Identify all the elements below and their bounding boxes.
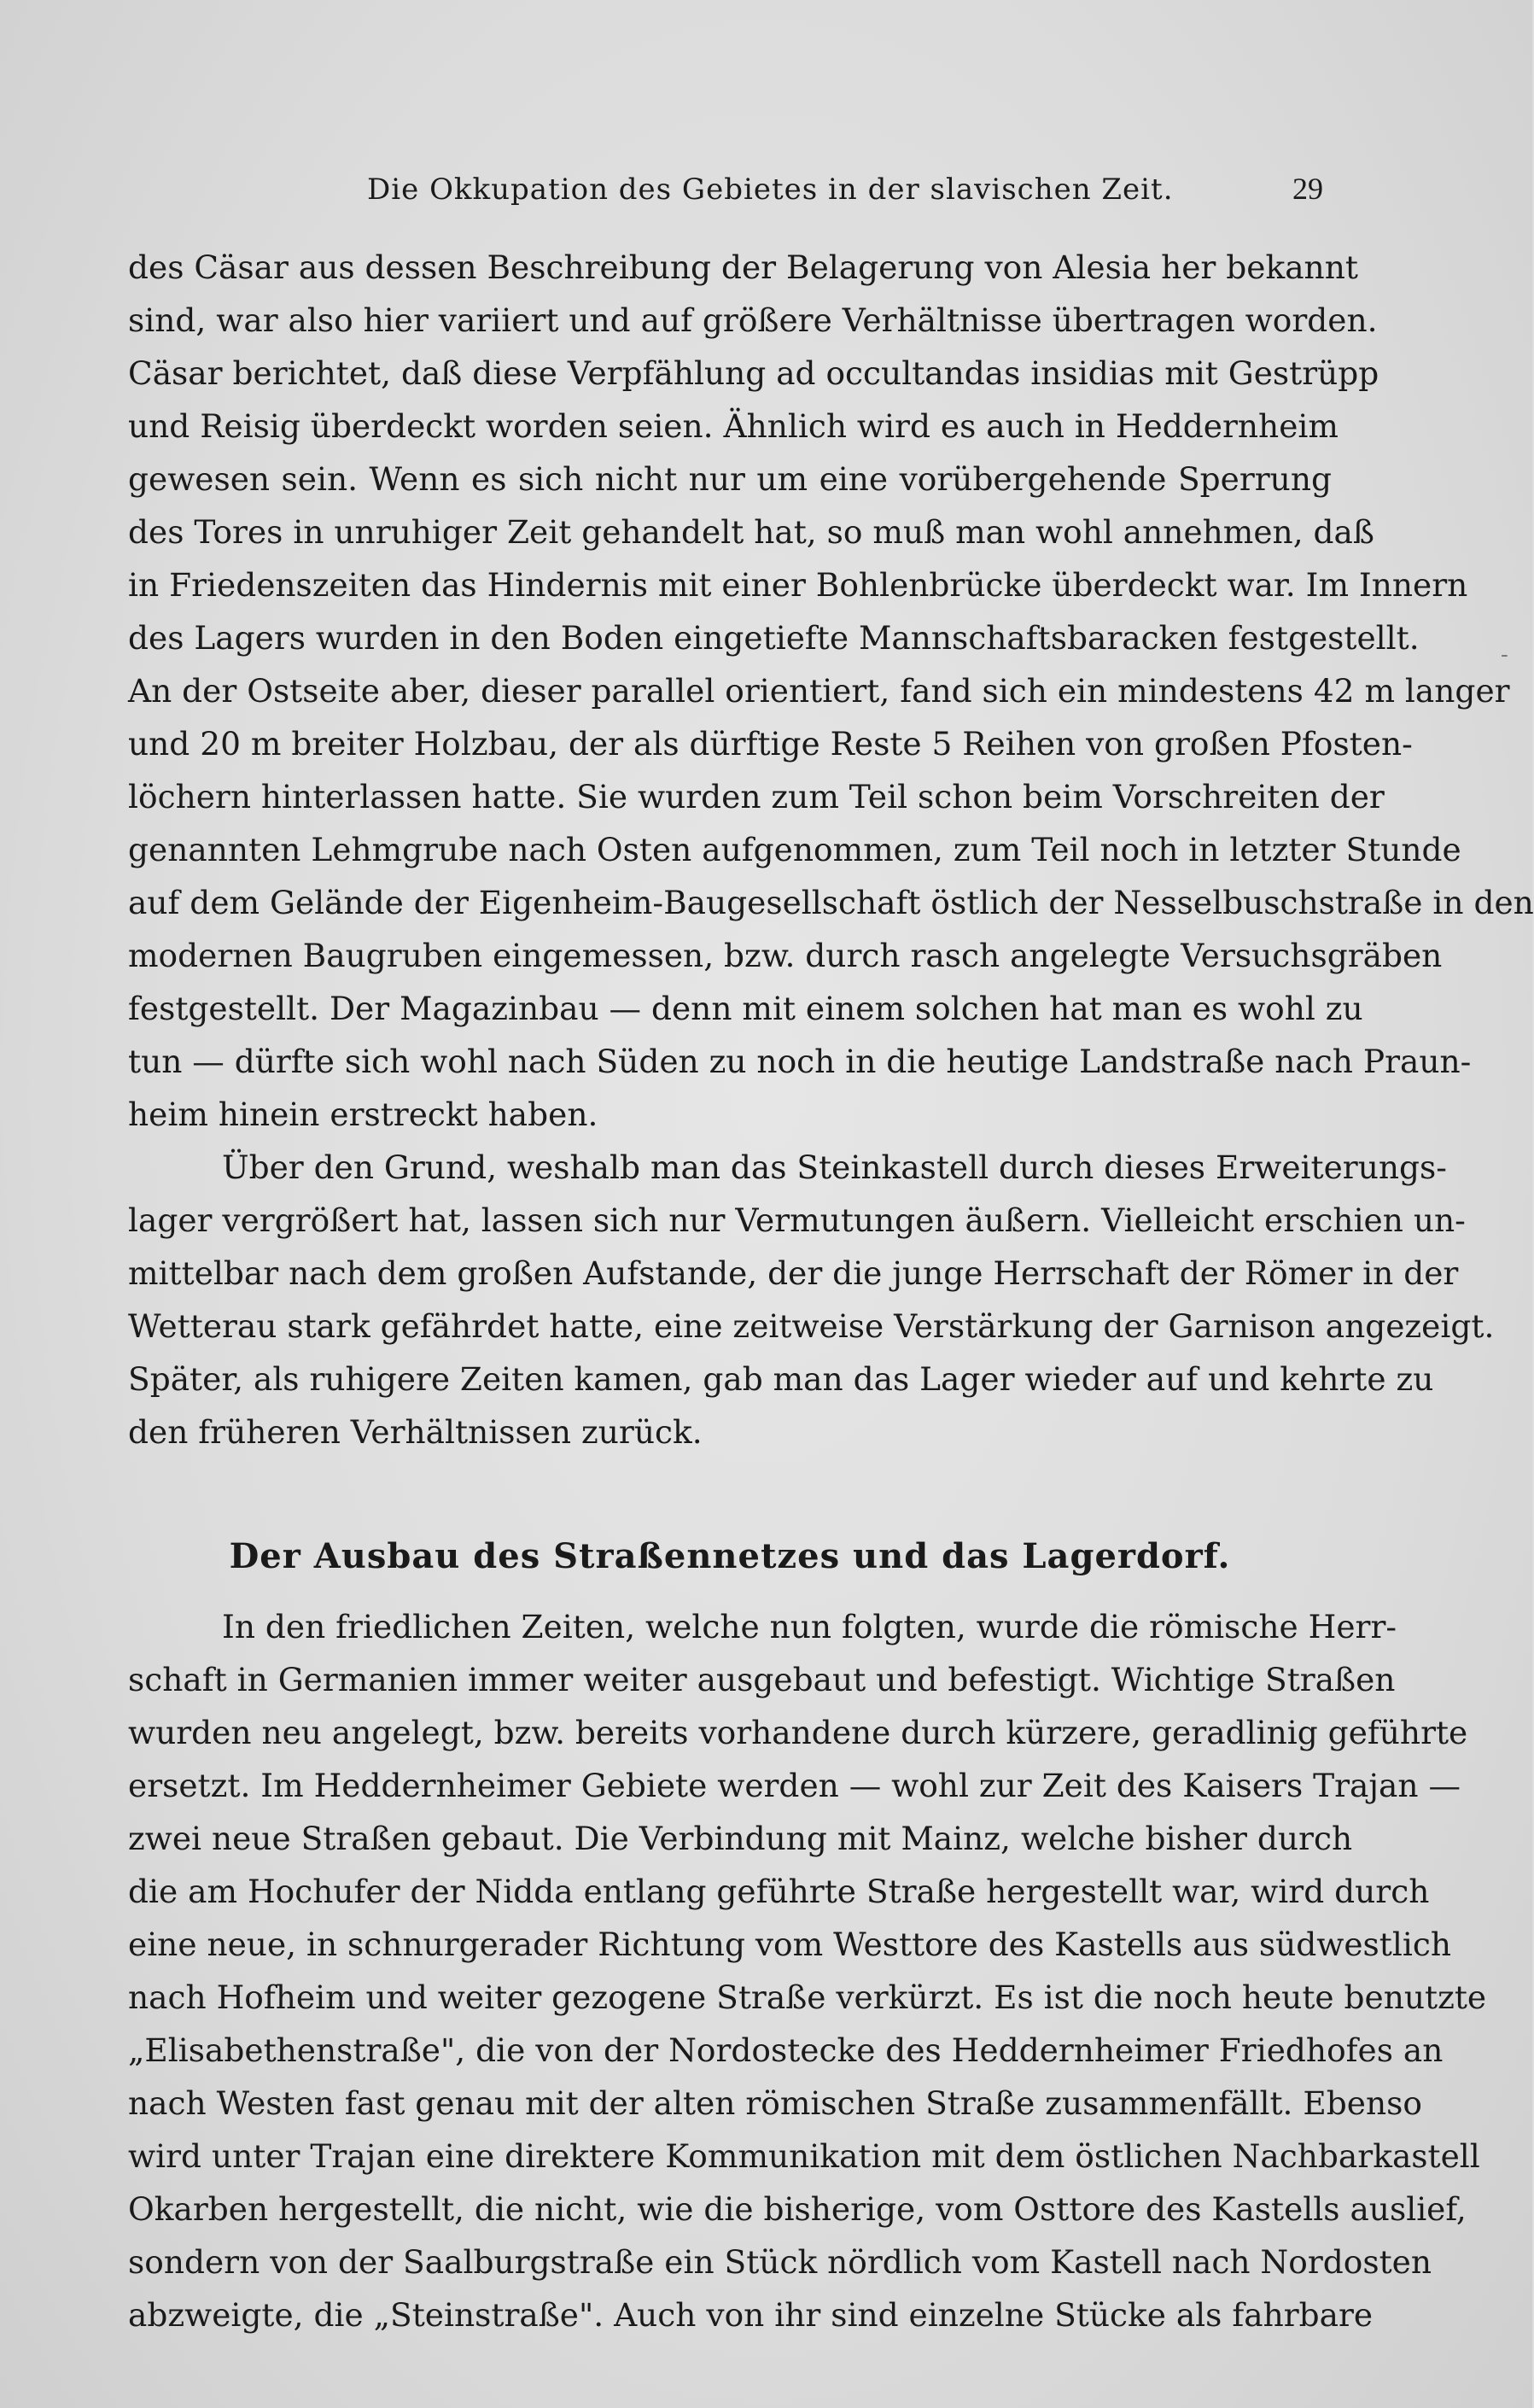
text-line: des Cäsar aus dessen Beschreibung der Belagerung von Alesia her bekannt [128, 248, 1358, 286]
text-line: festgestellt. Der Magazinbau — denn mit einem solchen hat man es wohl zu [128, 990, 1363, 1027]
paragraph-1 [128, 241, 1534, 1141]
text-line: in Friedenszeiten das Hindernis mit einer Bohlenbrücke überdeckt war. Im Innern [128, 566, 1468, 604]
text-line: modernen Baugruben eingemessen, bzw. durch rasch angelegte Versuchsgräben [128, 937, 1443, 974]
text-line: zwei neue Straßen gebaut. Die Verbindung mit Mainz, welche bisher durch [128, 1820, 1353, 1857]
text-line: Okarben hergestellt, die nicht, wie die bisherige, vom Osttore des Kastells auslief, [128, 2190, 1467, 2228]
text-line: nach Westen fast genau mit der alten römischen Straße zusammenfällt. Ebenso [128, 2084, 1422, 2122]
text-line: ersetzt. Im Heddernheimer Gebiete werden — wohl zur Zeit des Kaisers Trajan — [128, 1767, 1461, 1804]
text-line: sind, war also hier variiert und auf größere Verhältnisse übertragen worden. [128, 301, 1378, 339]
running-title: Die Okkupation des Gebietes in der slavischen Zeit. [367, 172, 1174, 207]
text-line: auf dem Gelände der Eigenheim-Baugesellschaft östlich der Nesselbuschstraße in den [128, 884, 1534, 921]
text-line: heim hinein erstreckt haben. [128, 1096, 598, 1133]
text-line: Wetterau stark gefährdet hatte, eine zeitweise Verstärkung der Garnison angezeigt. [128, 1307, 1495, 1345]
text-line: genannten Lehmgrube nach Osten aufgenommen, zum Teil noch in letzter Stunde [128, 831, 1461, 868]
text-line: lager vergrößert hat, lassen sich nur Vermutungen äußern. Vielleicht erschien un- [128, 1201, 1466, 1239]
body-text [128, 241, 1534, 2341]
text-line: abzweigte, die „Steinstraße". Auch von ihr sind einzelne Stücke als fahrbare [128, 2296, 1374, 2334]
text-line: des Lagers wurden in den Boden eingetiefte Mannschaftsbaracken festgestellt. [128, 619, 1420, 657]
text-line: In den friedlichen Zeiten, welche nun folgten, wurde die römische Herr- [222, 1608, 1397, 1645]
running-head [128, 172, 1323, 215]
text-line: eine neue, in schnurgerader Richtung vom Westtore des Kastells aus südwestlich [128, 1926, 1452, 1963]
paragraph-3 [128, 1600, 1487, 2341]
text-line: tun — dürfte sich wohl nach Süden zu noch in die heutige Landstraße nach Praun- [128, 1043, 1472, 1080]
text-line: den früheren Verhältnissen zurück. [128, 1413, 703, 1451]
text-line: sondern von der Saalburgstraße ein Stück nördlich vom Kastell nach Nordosten [128, 2243, 1432, 2281]
text-line: löchern hinterlassen hatte. Sie wurden zum Teil schon beim Vorschreiten der [128, 778, 1385, 815]
text-line: An der Ostseite aber, dieser parallel orientiert, fand sich ein mindestens 42 m langer [128, 672, 1510, 710]
text-line: und 20 m breiter Holzbau, der als dürftige Reste 5 Reihen von großen Pfosten- [128, 725, 1413, 763]
text-line: schaft in Germanien immer weiter ausgebaut und befestigt. Wichtige Straßen [128, 1661, 1396, 1698]
text-line: mittelbar nach dem großen Aufstande, der die junge Herrschaft der Römer in der [128, 1254, 1459, 1292]
margin-mark: - [1501, 642, 1508, 668]
paragraph-2 [128, 1141, 1495, 1458]
text-line: gewesen sein. Wenn es sich nicht nur um eine vorübergehende Sperrung [128, 460, 1332, 498]
section-heading: Der Ausbau des Straßennetzes und das Lagerdorf. [229, 1536, 1231, 1576]
text-line: Über den Grund, weshalb man das Steinkastell durch dieses Erweiterungs- [222, 1148, 1447, 1186]
text-line: nach Hofheim und weiter gezogene Straße verkürzt. Es ist die noch heute benutzte [128, 1978, 1487, 2016]
text-line: Cäsar berichtet, daß diese Verpfählung ad occultandas insidias mit Gestrüpp [128, 354, 1379, 392]
page-number: 29 [1292, 172, 1323, 206]
text-line: und Reisig überdeckt worden seien. Ähnlich wird es auch in Heddernheim [128, 407, 1339, 445]
text-line: wird unter Trajan eine direktere Kommunikation mit dem östlichen Nachbarkastell [128, 2137, 1480, 2175]
text-line: „Elisabethenstraße", die von der Nordostecke des Heddernheimer Friedhofes an [128, 2031, 1444, 2069]
text-line: die am Hochufer der Nidda entlang geführte Straße hergestellt war, wird durch [128, 1873, 1430, 1910]
text-line: des Tores in unruhiger Zeit gehandelt hat, so muß man wohl annehmen, daß [128, 513, 1374, 551]
text-line: wurden neu angelegt, bzw. bereits vorhandene durch kürzere, geradlinig geführte [128, 1714, 1468, 1751]
text-line: Später, als ruhigere Zeiten kamen, gab man das Lager wieder auf und kehrte zu [128, 1360, 1434, 1398]
